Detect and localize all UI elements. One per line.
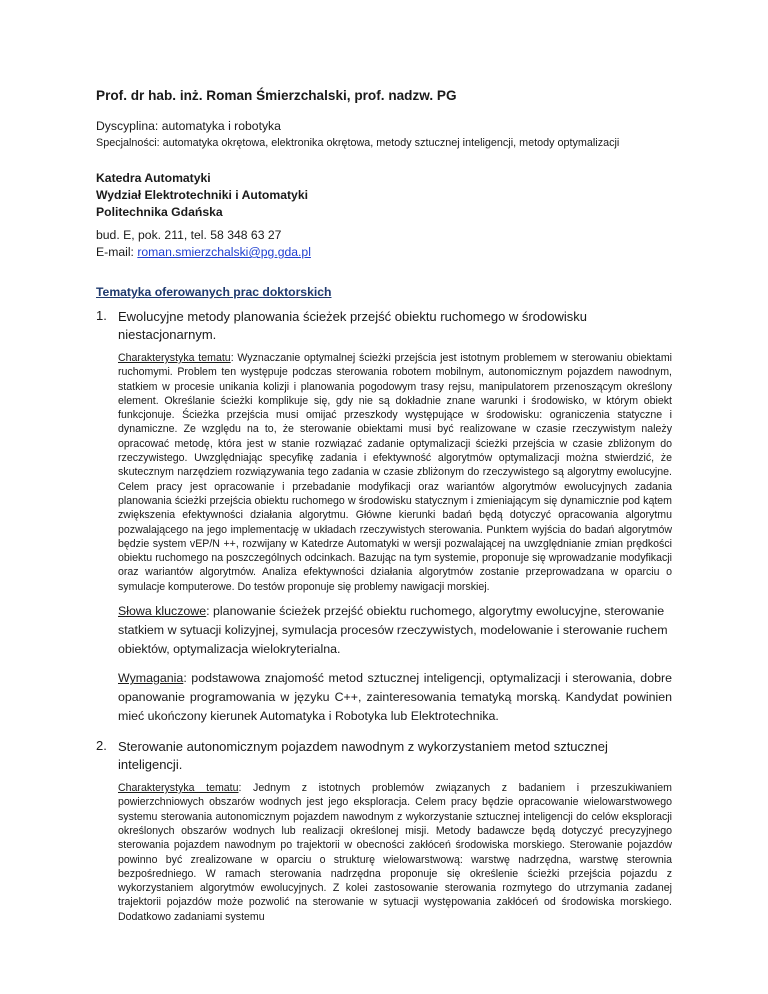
professor-name-heading: Prof. dr hab. inż. Roman Śmierzchalski, prof. nadzw. PG xyxy=(96,88,457,103)
characteristics-label: Charakterystyka tematu xyxy=(118,782,239,795)
email-link[interactable]: roman.smierzchalski@pg.gda.pl xyxy=(137,245,311,259)
characteristics-text: : Wyznaczanie optymalnej ścieżki przejścia jest istotnym problemem w sterowaniu obiektami ruchomymi. Problem ten występuje podczas sterowania robotem mobilnym, autonomicznym pojazdem nawodnym, statkiem w procesie unikania kolizji i planowania pogodowym trasy rejsu, manipulatorem przenoszącym określony element. Określanie ścieżki komplikuje się, gdy nie są dokładnie znane warunki i środowisko, w którym obiekt funkcjonuje. Ścieżka przejścia musi omijać przeszkody występujące w środowisku: ograniczenia statyczne i dynamiczne. Ze względu na to, że sterowanie obiektami musi być realizowane w czasie rzeczywistym należy opracować metodę, która jest w stanie rozwiązać zadanie optymalizacji ścieżki przejścia w czasie zbliżonym do rzeczywistego. Uwzględniając specyfikę zadania i efektywność algorytmów optymalizacji można stwierdzić, że skutecznym narzędziem rozwiązywania tego zadania w czasie zbliżonym do rzeczywistego są algorytmy ewolucyjne. Celem pracy jest opracowanie i przebadanie modyfikacji oraz wariantów algorytmów ewolucyjnych zadania planowania ścieżki przejścia obiektu ruchomego w środowisku statycznym i zmieniającym się dynamicznie pod kątem zwiększenia efektywności działania algorytmu. Główne kierunki badań będą dotyczyć opracowania algorytmu pozwalającego na jego implementację w układach rzeczywistych sterowania. Punktem wyjścia do badań algorytmów będzie system vEP/N ++, rozwijany w Katedrze Automatyki w wersji pozwalającej na uwzględnianie zmian prędkości obiektu ruchomego na poszczególnych odcinkach. Bazując na tym systemie, proponuje się wprowadzanie modyfikacji oraz wariantów algorytmów. Analiza efektywności działania algorytmów zostanie przeprowadzana w oparciu o symulacje komputerowe. Do testów proponuje się problemy nawigacji morskiej. xyxy=(118,352,672,593)
discipline-line: Dyscyplina: automatyka i robotyka xyxy=(96,119,281,133)
topic-item xyxy=(96,738,672,924)
topic-title: Ewolucyjne metody planowania ścieżek przejść obiektu ruchomego w środowisku niestacjonarnym. xyxy=(118,309,587,342)
requirements-text: : podstawowa znajomość metod sztucznej inteligencji, optymalizacji i sterowania, dobre opanowanie programowania w języku C++, zainteresowania tematyką morską. Kandydat powinien mieć ukończony kierunek Automatyka i Robotyka lub Elektrotechnika. xyxy=(118,671,672,724)
topic-keywords xyxy=(118,602,672,659)
topic-number: 1. xyxy=(96,308,107,323)
email-label: E-mail: xyxy=(96,245,138,259)
topic-characteristics xyxy=(118,351,672,594)
topic-characteristics xyxy=(118,781,672,924)
section-title: Tematyka oferowanych prac doktorskich xyxy=(96,285,332,299)
keywords-label: Słowa kluczowe xyxy=(118,604,207,619)
faculty-name: Wydział Elektrotechniki i Automatyki xyxy=(96,188,308,202)
topic-requirements xyxy=(118,669,672,726)
email-line xyxy=(96,244,672,261)
specialties-line: Specjalności: automatyka okrętowa, elektronika okrętowa, metody sztucznej inteligencji, metody optymalizacji xyxy=(96,137,620,149)
characteristics-text: : Jednym z istotnych problemów związanych z badaniem i przeszukiwaniem powierzchniowych obszarów wodnych jest jego eksploracja. Celem pracy będzie opracowanie wielowarstwowego systemu sterowania autonomicznym pojazdem nawodnym z wykorzystanie sztucznej inteligencji do celów eksploracji określonych obszarów wodnych lub realizacji określonej misji. Metody badawcze będą dotyczyć precyzyjnego sterowania pojazdem nawodnym po trajektorii w obecności zakłóceń środowiska morskiego. Sterowanie pojazdów powinno być zrealizowane w oparciu o strukturę wielowarstwową: warstwę nadrzędna, warstwę sterownia bezpośredniego. W ramach sterowania nadrzędna proponuje się określenie ścieżki przejścia pojazdu z wykorzystaniem algorytmów ewolucyjnych. Z kolei zastosowanie sterowania rozmytego do utrzymania zadanej trajektorii pojazdów może pozwolić na sterowanie w sytuacji występowania zakłóceń od środowiska morskiego. Dodatkowo zadaniami systemu xyxy=(118,782,672,923)
characteristics-label: Charakterystyka tematu xyxy=(118,352,231,364)
topic-number: 2. xyxy=(96,738,107,754)
institution-block xyxy=(96,170,672,221)
contact-block xyxy=(96,227,672,261)
office-address: bud. E, pok. 211, tel. 58 348 63 27 xyxy=(96,228,282,242)
topic-title: Sterowanie autonomicznym pojazdem nawodnym z wykorzystaniem metod sztucznej inteligencji. xyxy=(118,739,608,772)
department-name: Katedra Automatyki xyxy=(96,171,211,185)
requirements-label: Wymagania xyxy=(118,671,184,686)
topic-item xyxy=(96,308,672,726)
keywords-text: : planowanie ścieżek przejść obiektu ruchomego, algorytmy ewolucyjne, sterowanie statkiem w sytuacji kolizyjnej, symulacja procesów rzeczywistych, modelowanie i sterowanie ruchem obiektów, optymalizacja wielokryterialna. xyxy=(118,604,668,657)
university-name: Politechnika Gdańska xyxy=(96,205,223,219)
